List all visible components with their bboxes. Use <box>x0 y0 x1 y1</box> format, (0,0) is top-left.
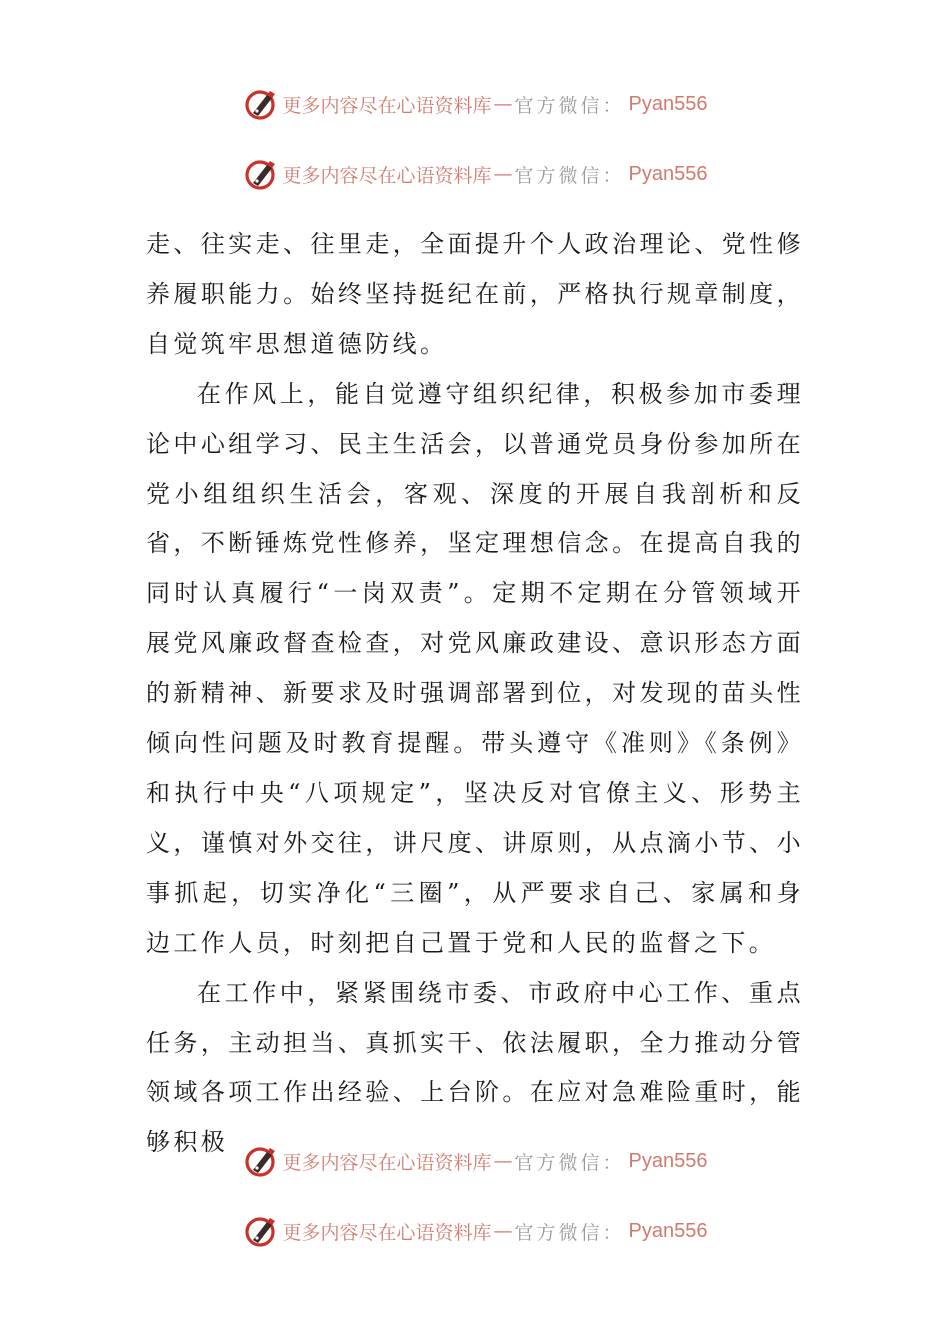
watermark-banner-top-2 <box>0 154 950 194</box>
watermark-wechat-id: Pyan556 <box>628 1149 708 1172</box>
pen-nib-circle-icon <box>243 156 279 192</box>
paragraph-3: 在工作中，紧紧围绕市委、市政府中心工作、重点任务，主动担当、真抓实干、依法履职，全力推动分管领域各项工作出经验、上台阶。在应对急难险重时，能够积极 <box>146 978 804 1157</box>
watermark-wechat-label: 官方微信： <box>514 164 625 187</box>
watermark-wechat-id: Pyan556 <box>628 1219 708 1242</box>
pen-nib-circle-icon <box>243 1213 279 1249</box>
watermark-text: 更多内容尽在心语资料库 <box>282 1151 492 1174</box>
watermark-content <box>243 84 708 124</box>
watermark-wechat-id: Pyan556 <box>628 162 708 185</box>
watermark-text: 更多内容尽在心语资料库 <box>282 164 492 187</box>
watermark-dash: — <box>493 1220 513 1242</box>
watermark-wechat-label: 官方微信： <box>514 94 625 117</box>
watermark-banner-bottom-1 <box>0 1141 950 1181</box>
watermark-banner-top-1 <box>0 84 950 124</box>
watermark-dash: — <box>493 93 513 115</box>
watermark-text: 更多内容尽在心语资料库 <box>282 94 492 117</box>
watermark-wechat-label: 官方微信： <box>514 1221 625 1244</box>
document-body <box>146 220 804 1168</box>
pen-nib-circle-icon <box>243 86 279 122</box>
pen-nib-circle-icon <box>243 1143 279 1179</box>
watermark-banner-bottom-2 <box>0 1211 950 1251</box>
watermark-wechat-id: Pyan556 <box>628 92 708 115</box>
watermark-dash: — <box>493 1150 513 1172</box>
paragraph-2: 在作风上，能自觉遵守组织纪律，积极参加市委理论中心组学习、民主生活会，以普通党员身份参加所在党小组组织生活会，客观、深度的开展自我剖析和反省，不断锤炼党性修养，坚定理想信念。在提高自我的同时认真履行“一岗双责”。定期不定期在分管领域开展党风廉政督查检查，对党风廉政建设、意识形态方面的新精神、新要求及时强调部署到位，对发现的苗头性倾向性问题及时教育提醒。带头遵守《准则》《条例》和执行中央“八项规定”，坚决反对官僚主义、形势主义，谨慎对外交往，讲尺度、讲原则，从点滴小节、小事抓起，切实净化“三圈”，从严要求自己、家属和身边工作人员，时刻把自己置于党和人民的监督之下。 <box>146 379 804 957</box>
watermark-dash: — <box>493 163 513 185</box>
watermark-content <box>243 1211 708 1251</box>
paragraph-1: 走、往实走、往里走，全面提升个人政治理论、党性修养履职能力。始终坚持挺纪在前，严格执行规章制度，自觉筑牢思想道德防线。 <box>146 230 804 358</box>
watermark-content <box>243 154 708 194</box>
watermark-content <box>243 1141 708 1181</box>
watermark-wechat-label: 官方微信： <box>514 1151 625 1174</box>
watermark-text: 更多内容尽在心语资料库 <box>282 1221 492 1244</box>
